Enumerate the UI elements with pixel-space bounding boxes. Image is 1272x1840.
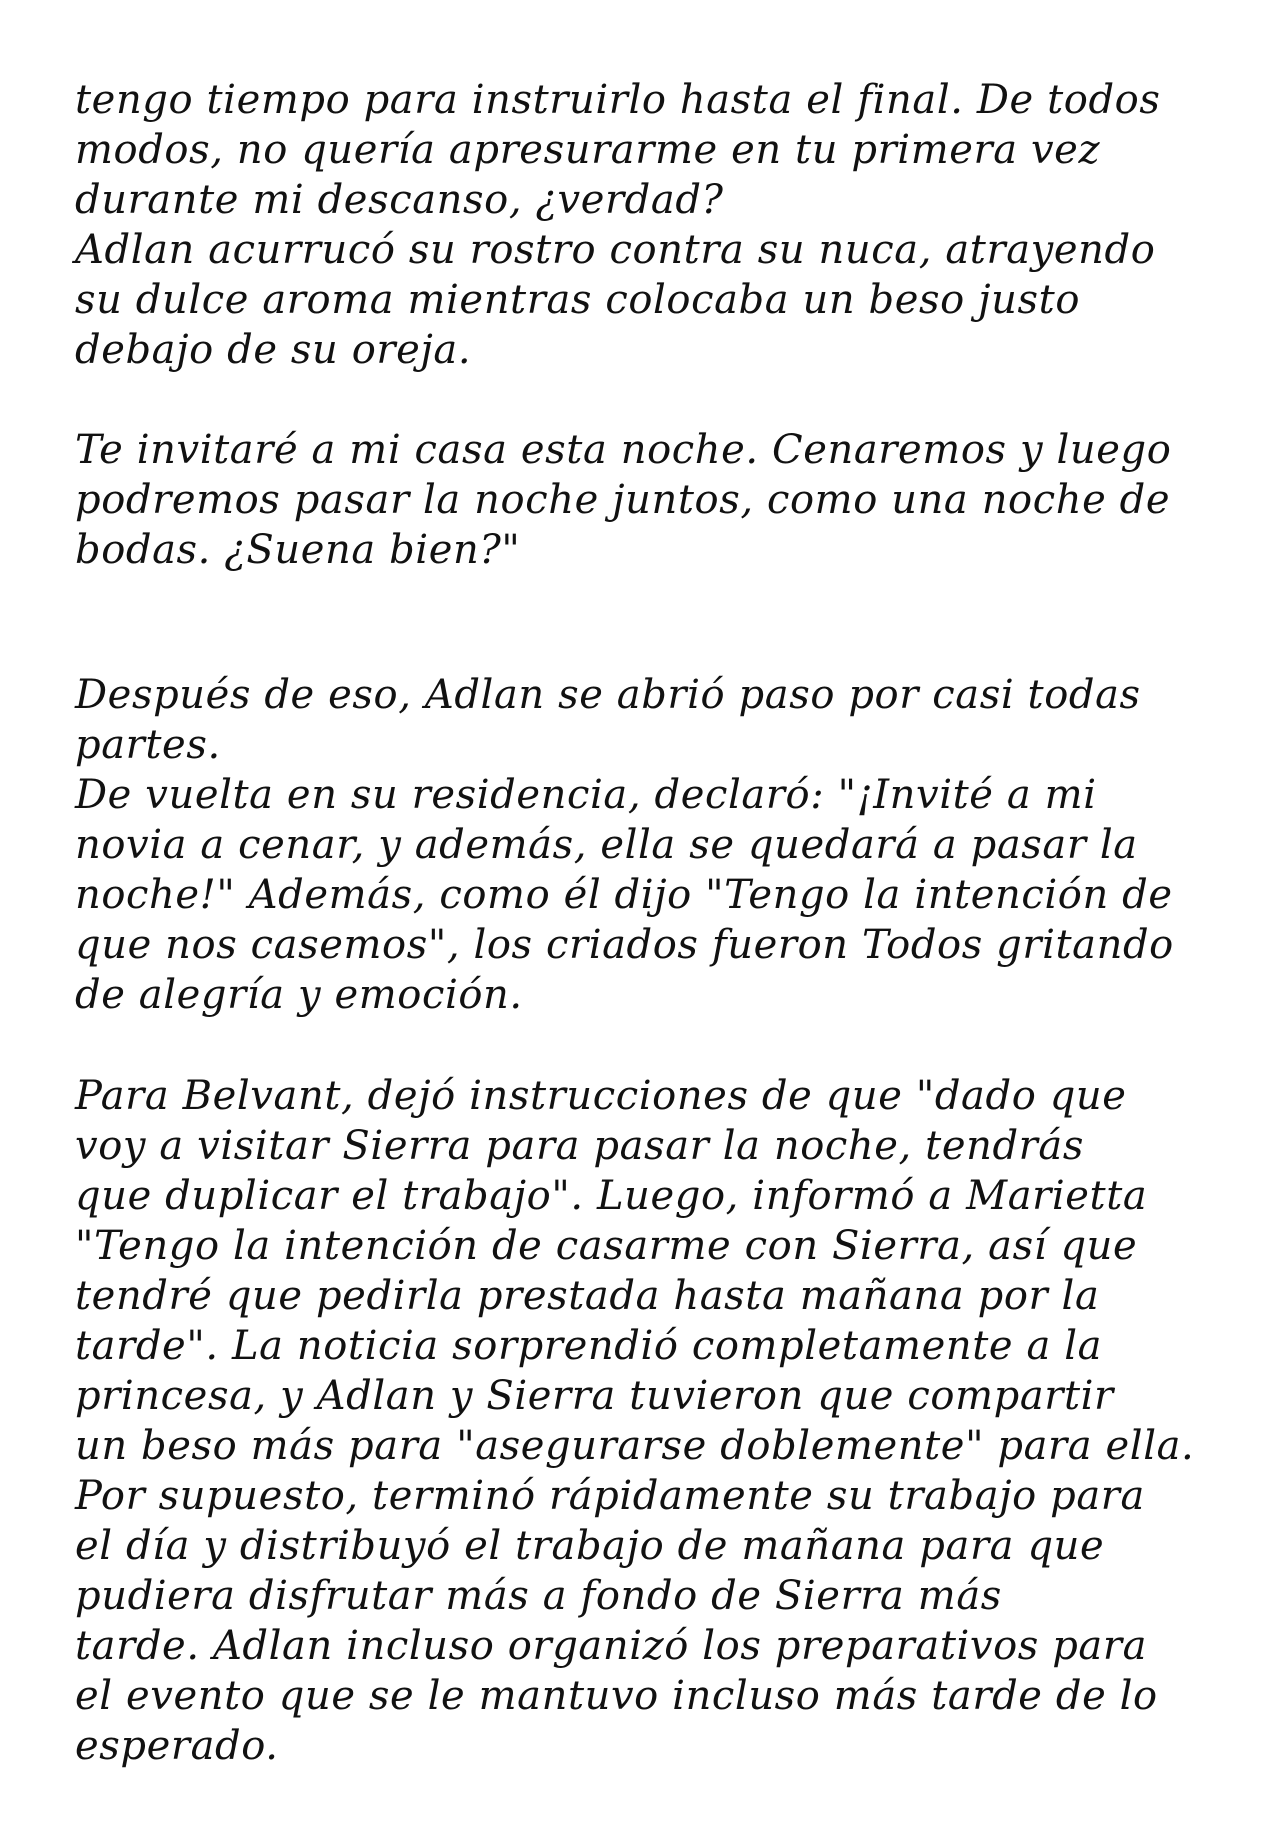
text-line: su dulce aroma mientras colocaba un beso justo — [75, 277, 1081, 323]
text-line: Te invitaré a mi casa esta noche. Cenaremos y luego — [75, 427, 1172, 473]
text-line: voy a visitar Sierra para pasar la noche, tendrás — [75, 1123, 1084, 1169]
text-line: tengo tiempo para instruirlo hasta el final. De todos — [75, 77, 1161, 123]
text-line: tarde". La noticia sorprendió completamente a la — [75, 1323, 1103, 1369]
text-line: debajo de su oreja. — [75, 327, 472, 373]
text-line: Para Belvant, dejó instrucciones de que "dado que — [75, 1073, 1127, 1119]
text-line: princesa, y Adlan y Sierra tuvieron que compartir — [75, 1373, 1114, 1419]
text-line: esperado. — [75, 1723, 279, 1769]
text-line: que duplicar el trabajo". Luego, informó a Marietta — [75, 1173, 1148, 1219]
text-line: que nos casemos", los criados fueron Todos gritando — [75, 922, 1174, 968]
text-line: tarde. Adlan incluso organizó los preparativos para — [75, 1623, 1148, 1669]
text-line: pudiera disfrutar más a fondo de Sierra más — [75, 1573, 1002, 1619]
text-line: un beso más para "asegurarse doblemente" para ella. — [75, 1423, 1195, 1469]
text-line: Por supuesto, terminó rápidamente su trabajo para — [75, 1473, 1145, 1519]
text-line: durante mi descanso, ¿verdad? — [75, 177, 724, 223]
text-line: el evento que se le mantuvo incluso más tarde de lo — [75, 1673, 1158, 1719]
text-line: Adlan acurrucó su rostro contra su nuca, atrayendo — [75, 227, 1156, 273]
text-line: noche!" Además, como él dijo "Tengo la intención de — [75, 872, 1173, 918]
text-line: modos, no quería apresurarme en tu primera vez — [75, 127, 1101, 173]
text-line: el día y distribuyó el trabajo de mañana para que — [75, 1523, 1105, 1569]
text-line: Después de eso, Adlan se abrió paso por casi todas — [75, 672, 1141, 718]
text-line: bodas. ¿Suena bien?" — [75, 527, 521, 573]
text-line: "Tengo la intención de casarme con Sierra, así que — [75, 1223, 1138, 1269]
text-line: De vuelta en su residencia, declaró: "¡Invité a mi — [75, 772, 1097, 818]
text-line: novia a cenar, y además, ella se quedará a pasar la — [75, 822, 1138, 868]
text-line: partes. — [75, 722, 221, 768]
text-line: podremos pasar la noche juntos, como una noche de — [75, 477, 1171, 523]
text-line: de alegría y emoción. — [75, 972, 523, 1018]
text-line: tendré que pedirla prestada hasta mañana por la — [75, 1273, 1100, 1319]
